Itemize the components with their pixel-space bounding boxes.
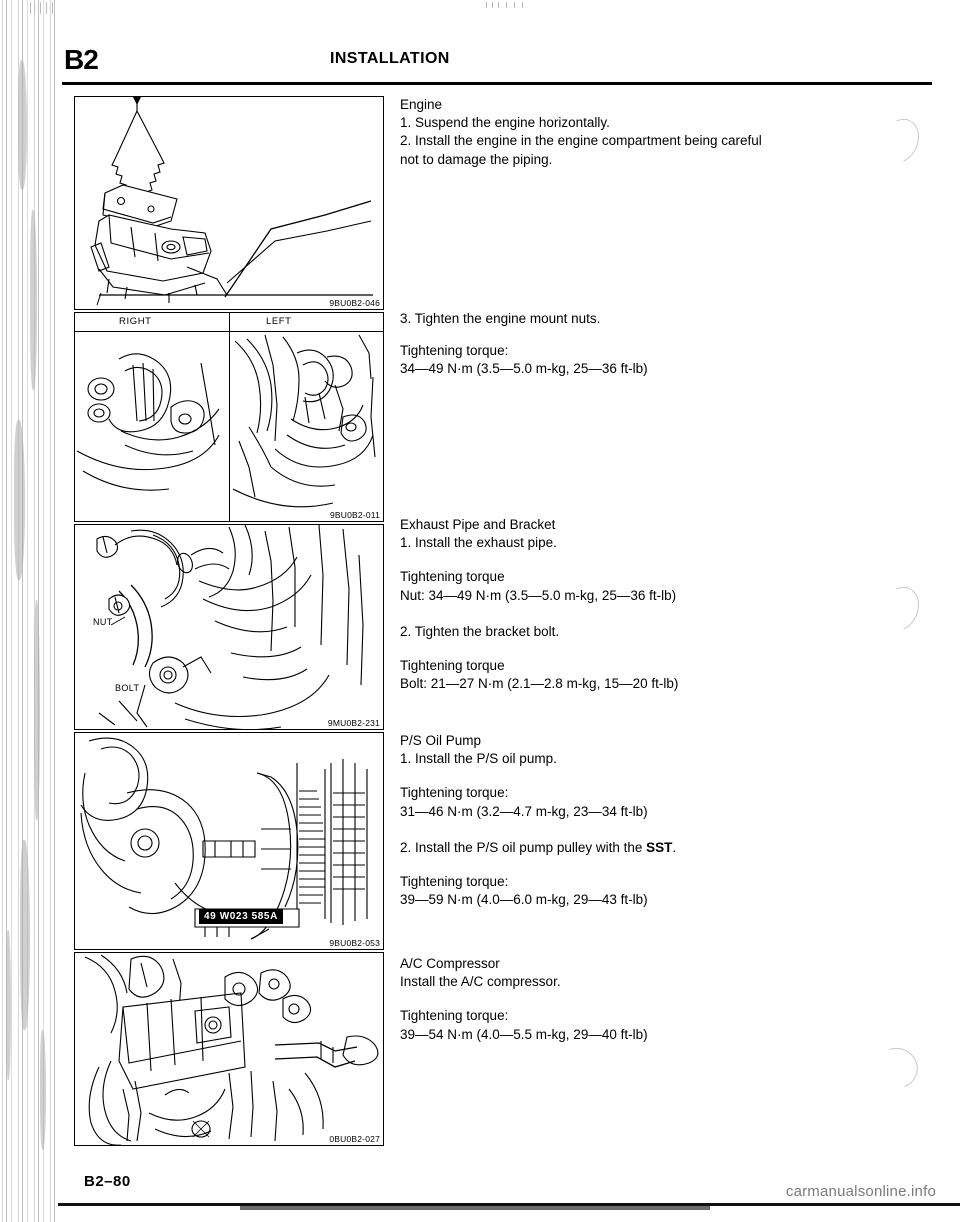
figure-engine-suspend: [74, 96, 384, 310]
exhaust-heading: Exhaust Pipe and Bracket: [400, 517, 556, 532]
engine-torque-label: Tightening torque:: [400, 343, 509, 359]
ac-torque-label: Tightening torque:: [400, 1008, 509, 1024]
ps-pump-torque-value: 31—46 N·m (3.2—4.7 m-kg, 23—34 ft-lb): [400, 803, 648, 819]
engine-torque-value: 34—49 N·m (3.5—5.0 m-kg, 25—36 ft-lb): [400, 361, 648, 377]
exhaust-step-2: 2. Tighten the bracket bolt.: [400, 623, 560, 639]
figure-caption: 0BU0B2-027: [329, 1134, 380, 1144]
figure-ac-compressor: [74, 952, 384, 1146]
figure-label-right: RIGHT: [119, 316, 152, 327]
binder-ring-ghost: [874, 581, 926, 638]
figure-exhaust-pipe-bracket: [74, 524, 384, 730]
ps-pump-torque-label-2: Tightening torque:: [400, 874, 509, 890]
page-number: B2–80: [84, 1173, 131, 1190]
figure-caption: 9BU0B2-053: [329, 938, 380, 948]
watermark: carmanualsonline.info: [785, 1183, 936, 1200]
figure-label-left: LEFT: [265, 316, 292, 327]
scan-edge-artifact: [0, 0, 58, 1222]
engine-step-2: 2. Install the engine in the engine compartment being careful: [400, 133, 762, 149]
ps-pump-step-2-pre: 2. Install the P/S oil pump pulley with the: [400, 839, 647, 855]
exhaust-torque-value: Nut: 34—49 N·m (3.5—5.0 m-kg, 25—36 ft-lb): [400, 587, 677, 603]
scan-top-ticks: [0, 0, 960, 24]
section-engine: [400, 96, 870, 169]
figure-caption: 9BU0B2-046: [329, 298, 380, 308]
exhaust-torque-label-2: Tightening torque: [400, 658, 505, 674]
sst-tool-number: 49 W023 585A: [199, 909, 283, 924]
engine-heading: Engine: [400, 97, 443, 112]
section-ac-compressor: [400, 955, 870, 1044]
binder-ring-ghost: [874, 113, 926, 170]
section-exhaust: [400, 516, 870, 694]
ac-step-1: Install the A/C compressor.: [400, 974, 561, 990]
ps-pump-step-1: 1. Install the P/S oil pump.: [400, 751, 557, 767]
engine-step-2-cont: not to damage the piping.: [400, 151, 553, 167]
header-rule: [62, 82, 932, 85]
figure-engine-mounts: [74, 312, 384, 522]
footer-scan-smudge: [240, 1206, 710, 1210]
section-ps-oil-pump: [400, 732, 870, 910]
engine-step-3: 3. Tighten the engine mount nuts.: [400, 311, 601, 326]
ps-pump-step-2: [400, 839, 870, 857]
figure-ps-oil-pump-pulley: [74, 732, 384, 950]
page-title: INSTALLATION: [330, 50, 450, 67]
ac-heading: A/C Compressor: [400, 956, 500, 971]
exhaust-torque-label: Tightening torque: [400, 569, 505, 585]
ps-pump-step-2-post: .: [672, 839, 677, 855]
figure-label-nut: NUT: [93, 617, 113, 627]
ps-pump-torque-value-2: 39—59 N·m (4.0—6.0 m-kg, 29—43 ft-lb): [400, 892, 648, 908]
ps-pump-heading: P/S Oil Pump: [400, 733, 482, 748]
section-engine-mount-torque: [400, 310, 870, 379]
ps-pump-torque-label: Tightening torque:: [400, 785, 509, 801]
engine-step-1: 1. Suspend the engine horizontally.: [400, 115, 610, 131]
ps-pump-step-2-sst: SST: [646, 839, 673, 855]
exhaust-step-1: 1. Install the exhaust pipe.: [400, 535, 557, 551]
section-code: B2: [64, 44, 98, 75]
exhaust-torque-value-2: Bolt: 21—27 N·m (2.1—2.8 m-kg, 15—20 ft-lb): [400, 676, 679, 692]
binder-ring-ghost: [870, 1041, 925, 1095]
figure-lr-header: [75, 313, 383, 332]
figure-caption: 9BU0B2-011: [329, 510, 380, 520]
figure-caption: 9MU0B2-231: [327, 718, 380, 728]
ac-torque-value: 39—54 N·m (4.0—5.5 m-kg, 29—40 ft-lb): [400, 1026, 648, 1042]
figure-label-bolt: BOLT: [115, 683, 140, 693]
